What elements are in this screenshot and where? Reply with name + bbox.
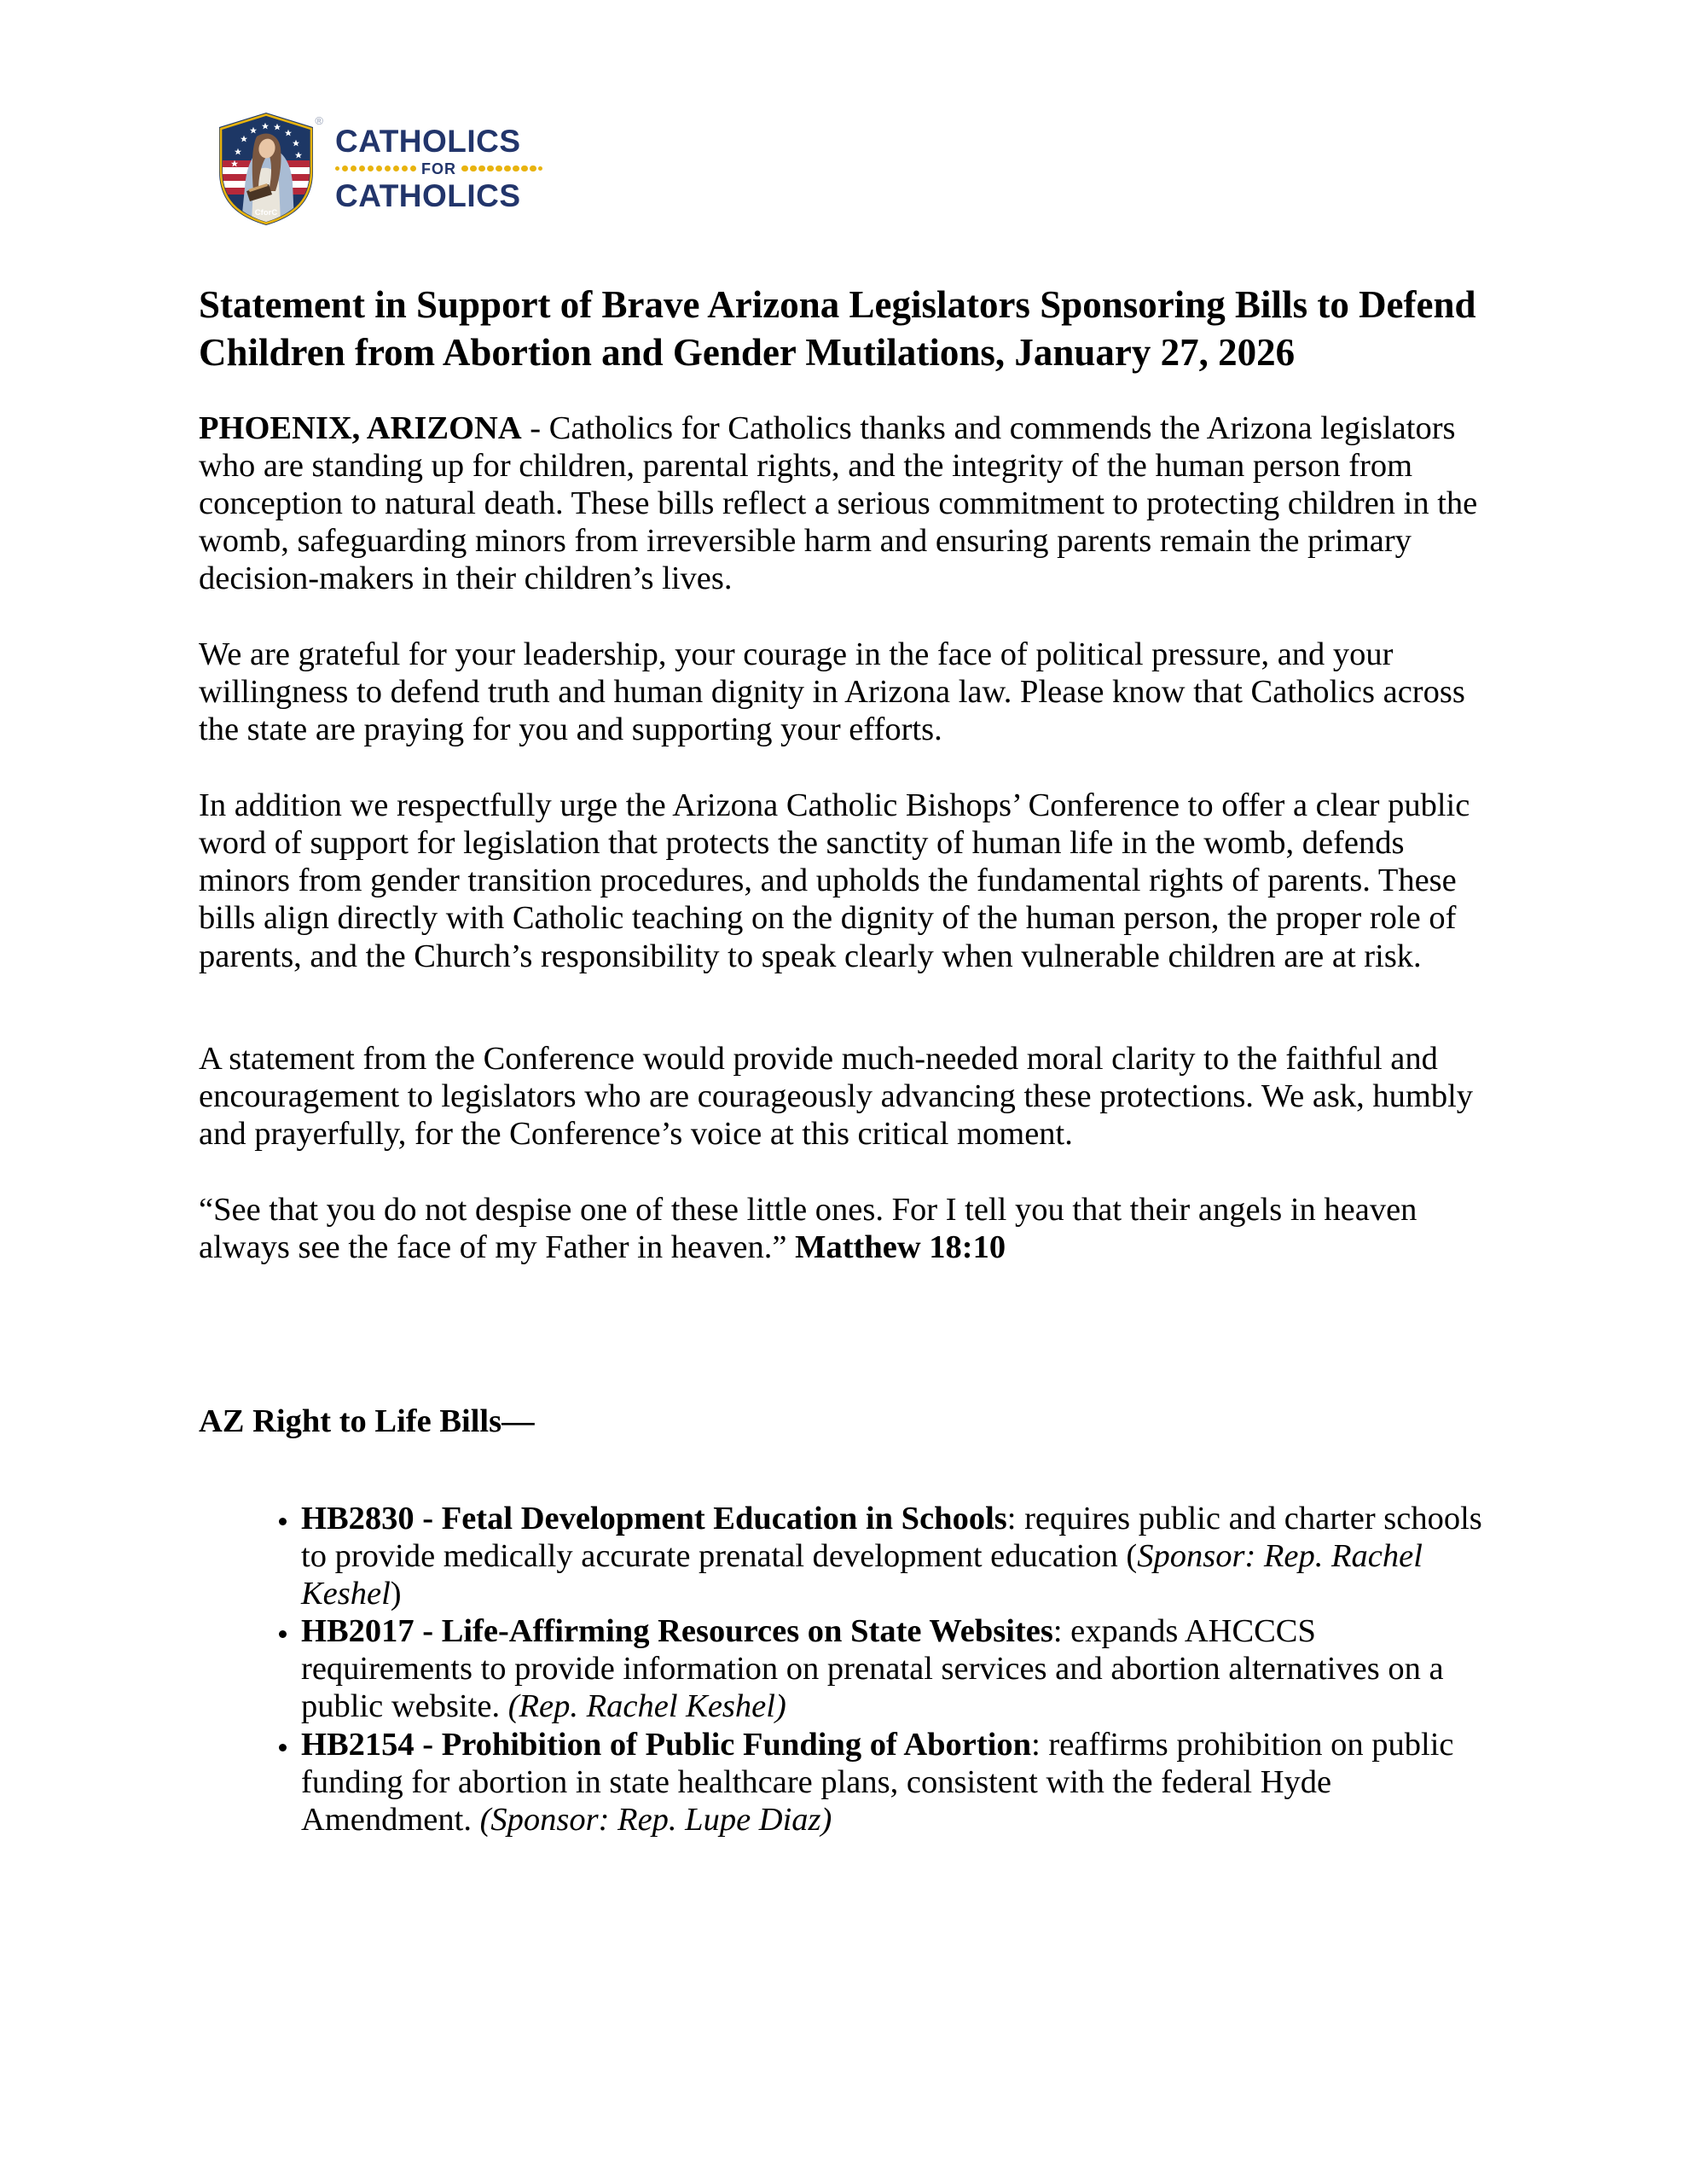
section-heading-az-bills: AZ Right to Life Bills— <box>199 1403 535 1439</box>
paragraph-grateful: We are grateful for your leadership, your courage in the face of political pressure, and your willingness to defend truth and human dignity in Arizona law. Please know that Catholics across the state are praying for you and supporting your efforts. <box>199 636 1465 748</box>
wordmark-bottom: CATHOLICS <box>335 177 521 213</box>
gold-dot <box>478 166 485 172</box>
registered-trademark-icon: ® <box>315 114 323 127</box>
scripture-quote: “See that you do not despise one of these little ones. For I tell you that their angels in heaven always see the face of my Father in heaven.” Matthew 18:10 <box>199 1191 1417 1265</box>
gold-dots-right <box>461 166 542 172</box>
gold-dot <box>496 166 502 172</box>
shield-crest-icon <box>216 109 323 227</box>
gold-dot <box>385 166 391 172</box>
paragraph-phoenix-arizona: PHOENIX, ARIZONA - Catholics for Catholics thanks and commends the Arizona legislators who are standing up for children, parental rights, and the integrity of the human person from conception to natural death. These bills reflect a serious commitment to protecting children in the womb, safeguarding minors from irreversible harm and ensuring parents remain the primary decision-makers in their children’s lives. <box>199 410 1478 596</box>
gold-dot <box>368 166 374 172</box>
bill-item-hb2830: • HB2830 - Fetal Development Education in Schools: requires public and charter schools to provide medically accurate prenatal development education (Sponsor: Rep. Rachel Keshel) <box>299 1500 1488 1612</box>
gold-dot <box>504 166 511 172</box>
gold-dot <box>342 166 349 172</box>
gold-dot <box>351 166 357 172</box>
gold-dot <box>521 166 528 172</box>
paragraph-statement-from-conference: A statement from the Conference would provide much-needed moral clarity to the faithful and encouragement to legislators who are courageously advancing these protections. We ask, humbly and prayerfully, for the Conference’s voice at this critical moment. <box>199 1040 1474 1152</box>
gold-dot <box>393 166 400 172</box>
paragraph-urge-bishops: In addition we respectfully urge the Arizona Catholic Bishops’ Conference to offer a clear public word of support for legislation that protects the sanctity of human life in the womb, defends minors from gender transition procedures, and upholds the fundamental rights of parents. These bills align directly with Catholic teaching on the dignity of the human person, the proper role of parents, and the Church’s responsibility to speak clearly when vulnerable children are at risk. <box>199 787 1470 974</box>
gold-dots-left <box>335 166 416 172</box>
gold-dot <box>538 166 542 171</box>
wordmark-middle-row <box>335 161 542 177</box>
gold-dot <box>359 166 366 172</box>
gold-dot <box>376 166 383 172</box>
gold-dot <box>487 166 494 172</box>
wordmark-top: CATHOLICS <box>335 123 521 159</box>
bill-item-hb2017: • HB2017 - Life-Affirming Resources on State Websites: expands AHCCCS requirements to provide information on prenatal services and abortion alternatives on a public website. (Rep. Rachel Keshel) <box>299 1612 1488 1725</box>
wordmark-for: FOR <box>421 160 456 177</box>
shield-caption-text: CforC <box>254 208 278 218</box>
bill-item-hb2154: • HB2154 - Prohibition of Public Funding of Abortion: reaffirms prohibition on public funding for abortion in state healthcare plans, consistent with the federal Hyde Amendment. (Sponsor: Rep. Lupe Diaz) <box>299 1726 1488 1838</box>
gold-dot <box>461 166 468 172</box>
bills-list <box>199 1500 1488 1838</box>
gold-dot <box>470 166 477 172</box>
gold-dot <box>402 166 409 172</box>
gold-dot <box>530 166 536 172</box>
gold-dot <box>513 166 519 172</box>
catholics-for-catholics-logo <box>216 109 1488 227</box>
gold-dot <box>335 166 339 171</box>
gold-dot <box>410 166 417 172</box>
shield-crest-svg <box>216 109 320 227</box>
document-title: Statement in Support of Brave Arizona Legislators Sponsoring Bills to Defend Children from Abortion and Gender Mutilations, January 27, 2026 <box>199 283 1476 374</box>
logo-wordmark <box>335 125 542 212</box>
